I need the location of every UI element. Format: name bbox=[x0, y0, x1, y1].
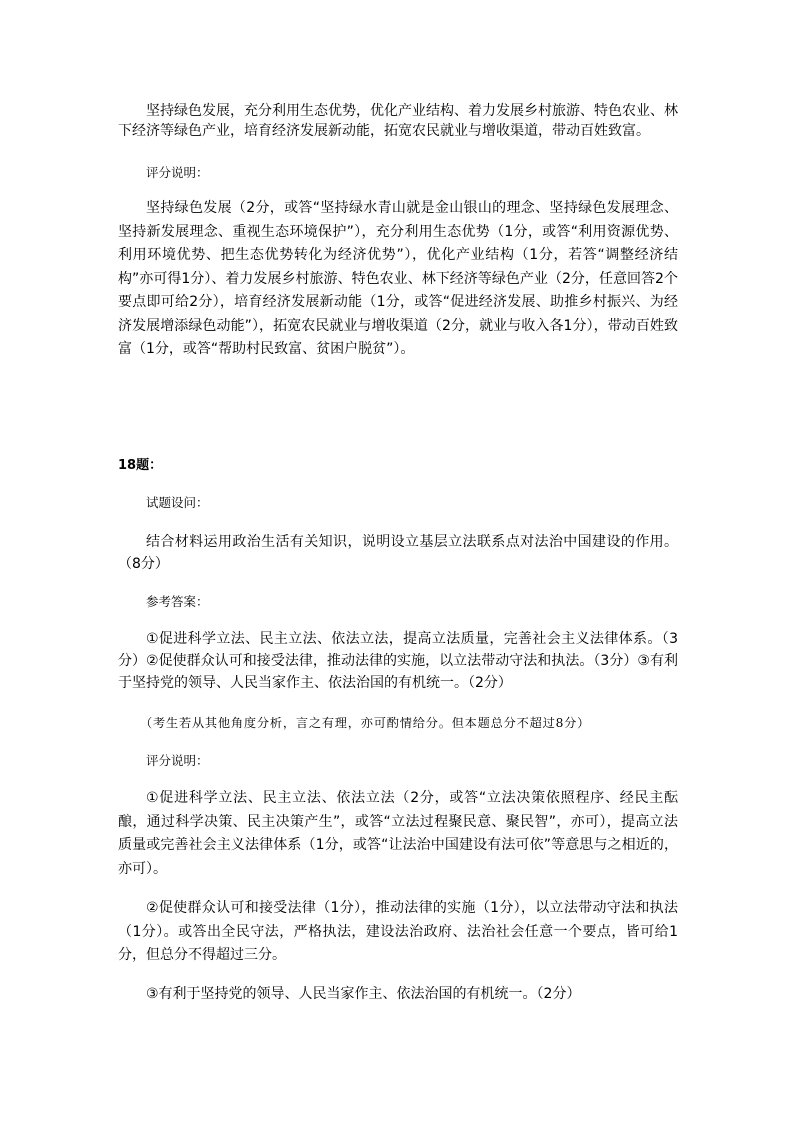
q18-scoring-label: 评分说明： bbox=[146, 753, 209, 768]
q18-title: 18题： bbox=[118, 458, 163, 473]
q18-scoring-point-3: ③有利于坚持党的领导、人民当家作主、依法治国的有机统一。（2分） bbox=[146, 986, 581, 1002]
q18-scoring-point-2: ②促使群众认可和接受法律（1分），推动法律的实施（1分），以立法带动守法和执法（1分）。或答出全民守法，严格执法，建设法治政府、法治社会任意一个要点，皆可给1分，但总分不得超过三分。 bbox=[118, 900, 678, 963]
q18-answer-paragraph: ①促进科学立法、民主立法、依法立法，提高立法质量，完善社会主义法律体系。（3分）②促使群众认可和接受法律，推动法律的实施，以立法带动守法和执法。（3分）③有利于坚持党的领导、人民当家作主、依法治国的有机统一。（2分） bbox=[118, 631, 678, 691]
q18-question-text: 结合材料运用政治生活有关知识，说明设立基层立法联系点对法治中国建设的作用。（8分） bbox=[118, 534, 678, 572]
q17-answer-paragraph: 坚持绿色发展，充分利用生态优势，优化产业结构、着力发展乡村旅游、特色农业、林下经济等绿色产业，培育经济发展新动能，拓宽农民就业与增收渠道，带动百姓致富。 bbox=[118, 103, 678, 139]
q18-question-label: 试题设问： bbox=[146, 495, 209, 510]
q18-answer-label: 参考答案： bbox=[146, 594, 209, 609]
q18-note: （考生若从其他角度分析，言之有理，亦可酌情给分。但本题总分不超过8分） bbox=[140, 716, 591, 730]
q17-scoring-paragraph: 坚持绿色发展（2分，或答“坚持绿水青山就是金山银山的理念、坚持绿色发展理念、坚持新发展理念、重视生态环境保护”），充分利用生态优势（1分，或答“利用资源优势、利用环境优势、把生态优势转化为经济优势”），优化产业结构（1分，若答“调整经济结构”亦可得1分）、着力发展乡村旅游、特色农业、林下经济等绿色产业（2分，任意回答2个要点即可给2分），培育经济发展新动能（1分，或答“促进经济发展、助推乡村振兴、为经济发展增添绿色动能”），拓宽农民就业与增收渠道（2分，就业与收入各1分），带动百姓致富（1分，或答“帮助村民致富、贫困户脱贫”）。 bbox=[118, 200, 678, 357]
q18-scoring-point-1: ①促进科学立法、民主立法、依法立法（2分，或答“立法决策依照程序、经民主酝酿，通过科学决策、民主决策产生”，或答“立法过程聚民意、聚民智”，亦可），提高立法质量或完善社会主义法律体系（1分，或答“让法治中国建设有法可依”等意思与之相近的，亦可）。 bbox=[118, 790, 678, 877]
q17-scoring-label: 评分说明： bbox=[146, 165, 209, 180]
